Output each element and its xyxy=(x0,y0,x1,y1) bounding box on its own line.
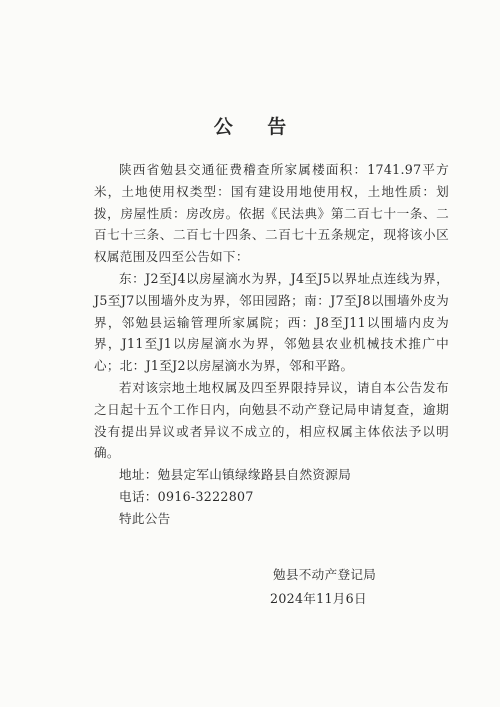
signature-block xyxy=(270,563,376,611)
notice-title: 公 告 xyxy=(213,116,301,138)
notice-body xyxy=(94,159,449,530)
objection-paragraph: 若对该宗地土地权属及四至界限持异议，请自本公告发布之日起十五个工作日内，向勉县不动产登记局申请复查，逾期没有提出异议或者异议不成立的，相应权属主体依法予以明确。 xyxy=(94,379,449,461)
property-info-paragraph: 陕西省勉县交通征费稽查所家属楼面积：1741.97平方米，土地使用权类型：国有建设用地使用权，土地性质：划拨，房屋性质：房改房。依据《民法典》第二百七十一条、二百七十三条、二百七十四条、二百七十五条规定，现将该小区权属范围及四至公告如下： xyxy=(94,162,449,265)
issuing-organization: 勉县不动产登记局 xyxy=(273,567,377,582)
issue-date: 2024年11月6日 xyxy=(270,591,367,606)
closing-line: 特此公告 xyxy=(119,510,171,526)
phone-line: 电话：0916-3222807 xyxy=(119,488,254,504)
address-line: 地址：勉县定军山镇绿缘路县自然资源局 xyxy=(119,467,352,483)
boundary-paragraph: 东：J2至J4以房屋滴水为界，J4至J5以界址点连线为界，J5至J7以围墙外皮为界，邻田园路；南：J7至J8以围墙外皮为界，邻勉县运输管理所家属院；西：J8至J11以围墙内皮为界，J11至J1以房屋滴水为界，邻勉县农业机械技术推广中心；北：J1至J2以房屋滴水为界，邻和平路。 xyxy=(94,270,449,374)
